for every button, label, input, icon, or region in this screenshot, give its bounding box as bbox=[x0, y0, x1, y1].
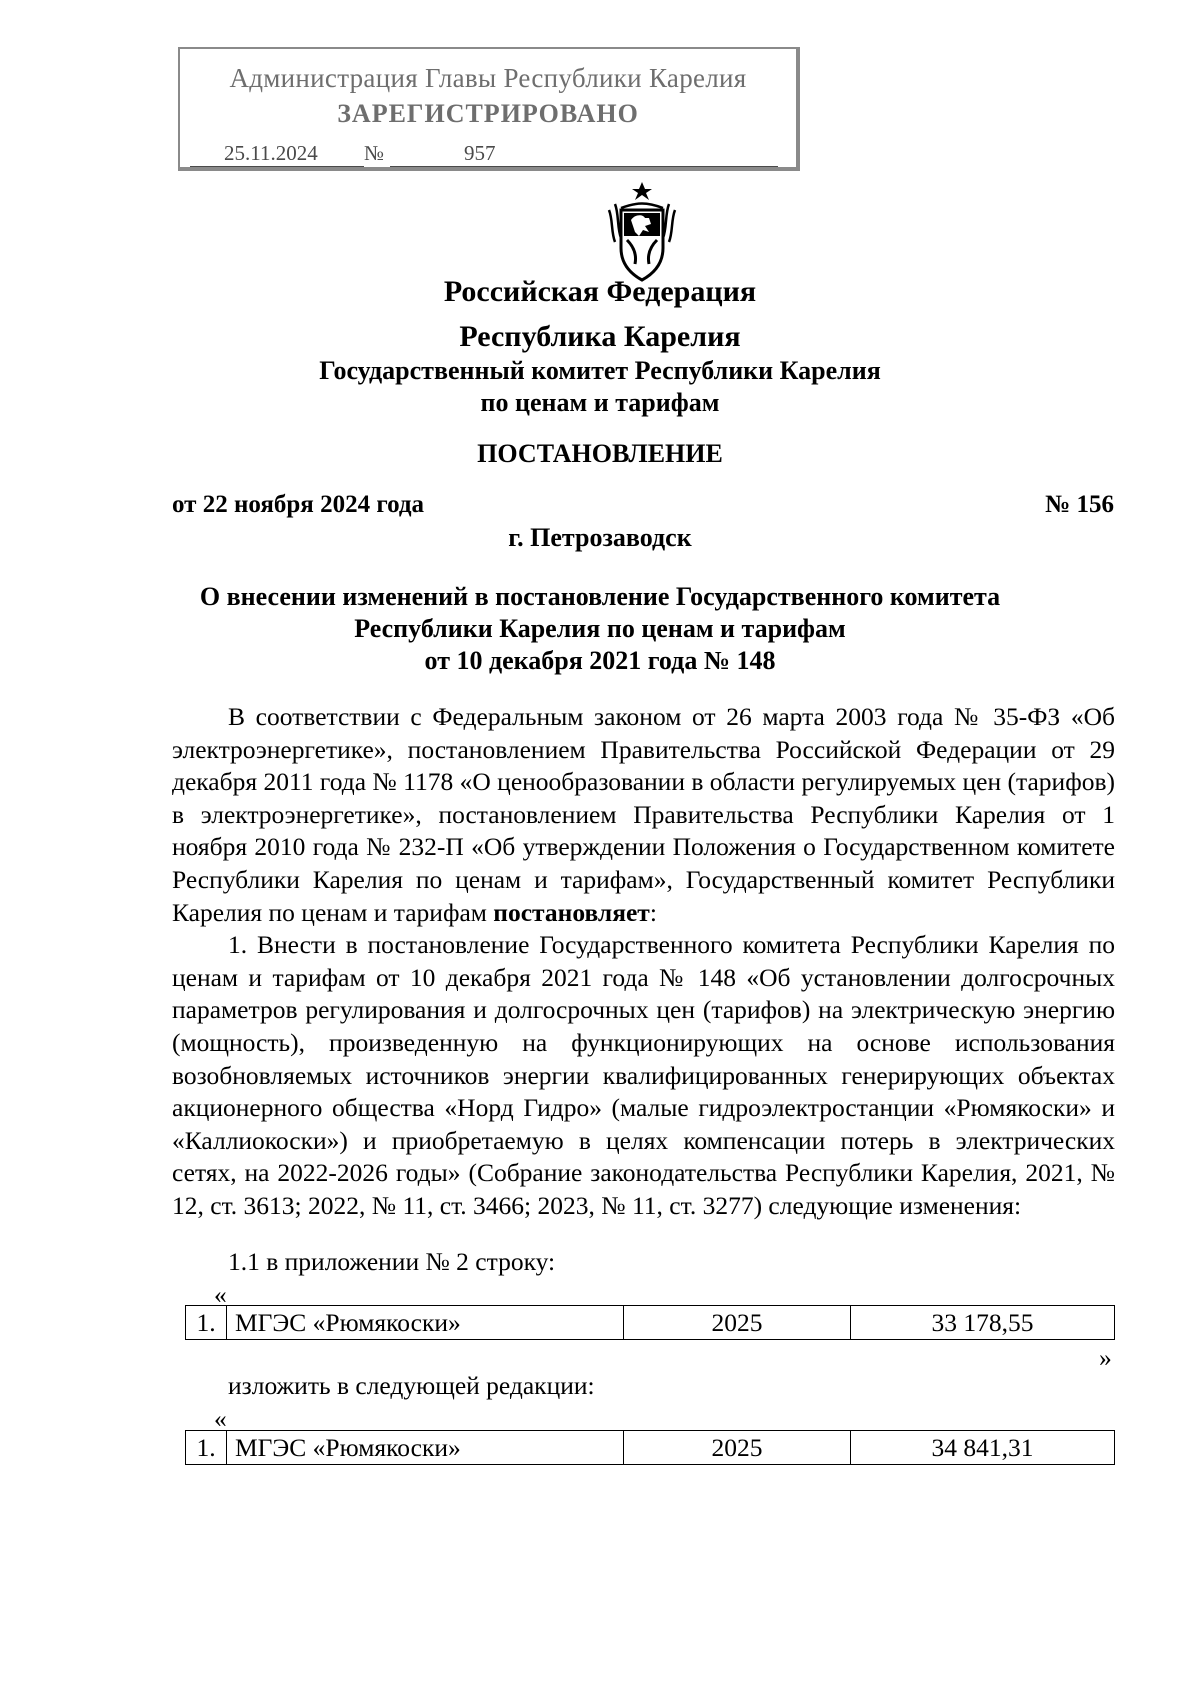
row-year: 2025 bbox=[624, 1306, 851, 1340]
paragraph-item-1: 1. Внести в постановление Государственного комитета Республики Карелия по ценам и тарифам от 10 декабря 2021 года № 148 «Об установлении долгосрочных параметров регулирования и долгосрочных цен (тарифов) на электрическую энергию (мощность), произведенную на функционирующих на основе использования возобновляемых источников энергии квалифицированных генерирующих объектах акционерного общества «Норд Гидро» (малые гидроэлектростанции «Рюмякоски» и «Каллиокоски») и приобретаемую в целях компенсации потерь в электрических сетях, на 2022-2026 годы» (Собрание законодательства Республики Карелия, 2021, № 12, ст. 3613; 2022, № 11, ст. 3466; 2023, № 11, ст. 3277) следующие изменения: bbox=[172, 930, 1115, 1220]
row-station: МГЭС «Рюмякоски» bbox=[227, 1306, 624, 1340]
title-line3: от 10 декабря 2021 года № 148 bbox=[424, 646, 776, 675]
document-number: № 156 bbox=[1045, 491, 1114, 518]
paragraph-preamble: В соответствии с Федеральным законом от 26 марта 2003 года № 35-ФЗ «Об электроэнергетике», постановлением Правительства Российской Федерации от 29 декабря 2011 года № 1178 «О ценообразовании в области регулируемых цен (тарифов) в электроэнергетике», постановлением Правительства Республики Карелия от 1 ноября 2010 года № 232-П «Об утверждении Положения о Государственном комитете Республики Карелия по ценам и тарифам», Государственный комитет Республики Карелия по ценам и тарифам постановляет: bbox=[172, 702, 1115, 927]
document-city: г. Петрозаводск bbox=[508, 523, 692, 552]
stamp-status: ЗАРЕГИСТРИРОВАНО bbox=[337, 99, 639, 128]
stamp-registration-line bbox=[190, 141, 778, 167]
document-date: от 22 ноября 2024 года bbox=[172, 491, 424, 518]
stamp-date-underline bbox=[190, 166, 364, 167]
row-year: 2025 bbox=[624, 1431, 851, 1465]
row-station: МГЭС «Рюмякоски» bbox=[227, 1431, 624, 1465]
item-1-1: 1.1 в приложении № 2 строку: bbox=[228, 1247, 556, 1276]
table-row bbox=[186, 1306, 1115, 1340]
restate-text: изложить в следующей редакции: bbox=[228, 1371, 595, 1400]
header-committee-line1: Государственный комитет Республики Карелия bbox=[319, 356, 881, 385]
row-number: 1. bbox=[186, 1431, 227, 1465]
stamp-organization: Администрация Главы Республики Карелия bbox=[229, 63, 747, 93]
title-line2: Республики Карелия по ценам и тарифам bbox=[354, 614, 846, 643]
body-text bbox=[172, 701, 1115, 1223]
header-country: Российская Федерация bbox=[443, 275, 757, 308]
coat-of-arms-emblem bbox=[597, 180, 687, 285]
row-value: 34 841,31 bbox=[851, 1431, 1115, 1465]
open-quote-1: « bbox=[214, 1280, 227, 1309]
document-type: ПОСТАНОВЛЕНИЕ bbox=[477, 439, 723, 468]
close-quote-1: » bbox=[1099, 1343, 1112, 1372]
title-line1: О внесении изменений в постановление Государственного комитета bbox=[199, 582, 1001, 611]
stamp-number-sign: № bbox=[364, 141, 385, 165]
stamp-number-underline bbox=[390, 166, 778, 167]
open-quote-2: « bbox=[214, 1404, 227, 1433]
header-committee-line2: по ценам и тарифам bbox=[480, 388, 720, 417]
registration-stamp bbox=[178, 47, 800, 171]
keyword-resolves: постановляет bbox=[493, 897, 650, 927]
stamp-number: 957 bbox=[464, 141, 496, 165]
row-number: 1. bbox=[186, 1306, 227, 1340]
table-row bbox=[186, 1431, 1115, 1465]
stamp-date: 25.11.2024 bbox=[224, 141, 318, 165]
old-row-table bbox=[185, 1305, 1115, 1340]
new-row-table bbox=[185, 1430, 1115, 1465]
header-republic: Республика Карелия bbox=[459, 320, 741, 353]
row-value: 33 178,55 bbox=[851, 1306, 1115, 1340]
